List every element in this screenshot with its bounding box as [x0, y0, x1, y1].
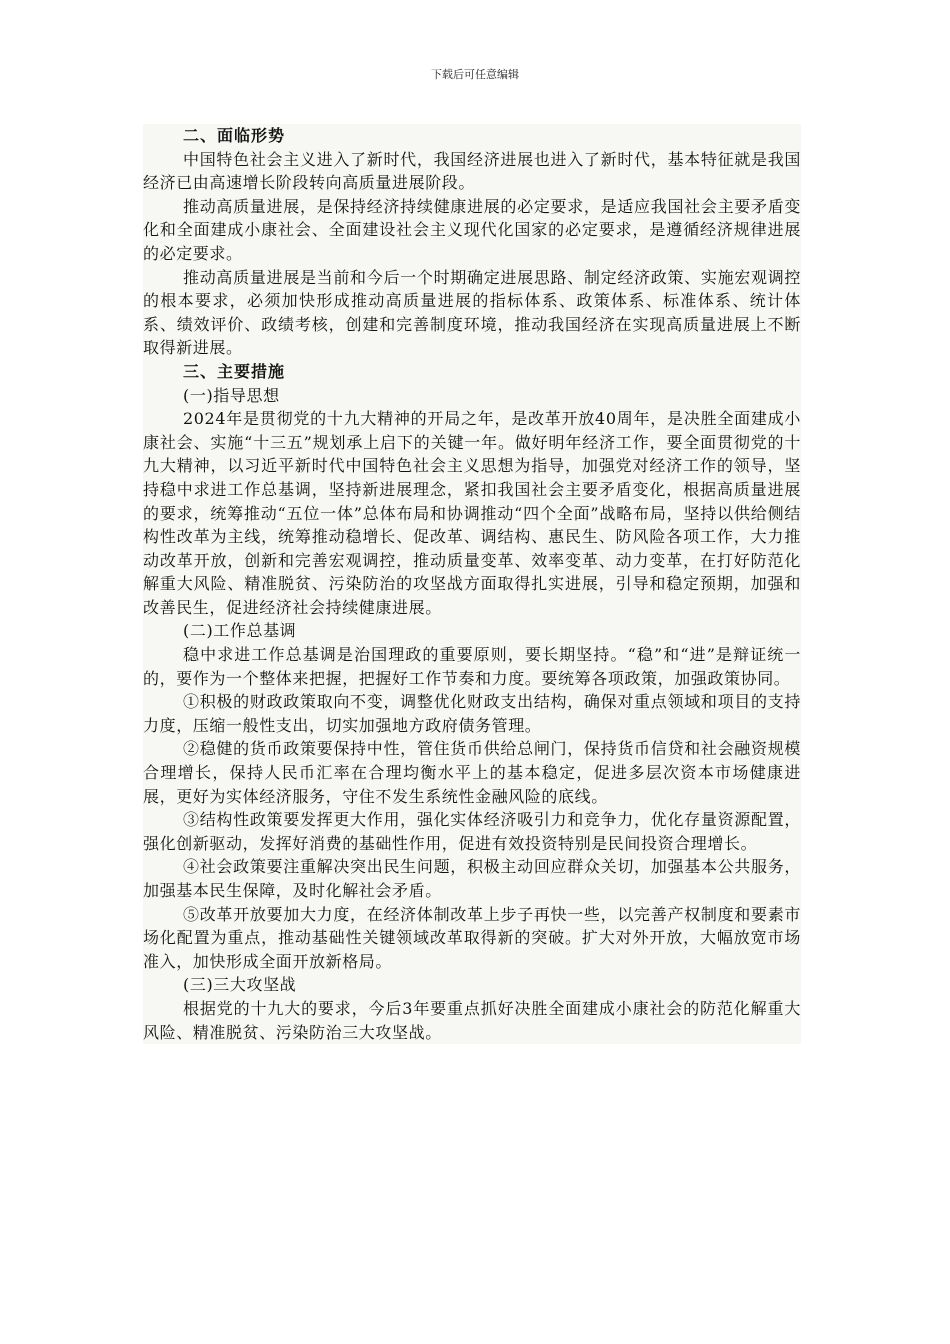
list-item-paragraph: ④社会政策要注重解决突出民生问题，积极主动回应群众关切，加强基本公共服务，加强基本民生保障，及时化解社会矛盾。 — [143, 857, 801, 900]
section-heading: 二、面临形势 — [183, 126, 286, 145]
list-item-paragraph: ⑤改革开放要加大力度，在经济体制改革上步子再快一些，以完善产权制度和要素市场化配置为重点，推动基础性关键领域改革取得新的突破。扩大对外开放，大幅放宽市场准入，加快形成全面开放新格局。 — [143, 904, 801, 971]
subsection-heading: (三)三大攻坚战 — [183, 975, 297, 995]
subsection-heading: (一)指导思想 — [183, 385, 280, 405]
paragraph: 2024年是贯彻党的十九大精神的开局之年，是改革开放40周年，是决胜全面建成小康社会、实施“十三五”规划承上启下的关键一年。做好明年经济工作，要全面贯彻党的十九大精神，以习近平新时代中国特色社会主义思想为指导，加强党对经济工作的领导，坚持稳中求进工作总基调，坚持新进展理念，紧扣我国社会主要矛盾变化，根据高质量进展的要求，统筹推动“五位一体”总体布局和协调推动“四个全面”战略布局，坚持以供给侧结构性改革为主线，统筹推动稳增长、促改革、调结构、惠民生、防风险各项工作，大力推动改革开放，创新和完善宏观调控，推动质量变革、效率变革、动力变革，在打好防范化解重大风险、精准脱贫、污染防治的攻坚战方面取得扎实进展，引导和稳定预期，加强和改善民生，促进经济社会持续健康进展。 — [143, 409, 801, 617]
paragraph: 根据党的十九大的要求，今后3年要重点抓好决胜全面建成小康社会的防范化解重大风险、精准脱贫、污染防治三大攻坚战。 — [143, 998, 801, 1042]
paragraph: 推动高质量进展，是保持经济持续健康进展的必定要求，是适应我国社会主要矛盾变化和全面建成小康社会、全面建设社会主义现代化国家的必定要求，是遵循经济规律进展的必定要求。 — [143, 196, 801, 263]
list-item-paragraph: ①积极的财政政策取向不变，调整优化财政支出结构，确保对重点领域和项目的支持力度，压缩一般性支出，切实加强地方政府债务管理。 — [143, 692, 801, 735]
list-item-paragraph: ②稳健的货币政策要保持中性，管住货币供给总闸门，保持货币信贷和社会融资规模合理增长，保持人民币汇率在合理均衡水平上的基本稳定，促进多层次资本市场健康进展，更好为实体经济服务，守住不发生系统性金融风险的底线。 — [143, 739, 801, 806]
document-body — [143, 124, 801, 1044]
section-heading: 三、主要措施 — [183, 361, 286, 381]
paragraph: 推动高质量进展是当前和今后一个时期确定进展思路、制定经济政策、实施宏观调控的根本要求，必须加快形成推动高质量进展的指标体系、政策体系、标准体系、统计体系、绩效评价、政绩考核，创建和完善制度环境，推动我国经济在实现高质量进展上不断取得新进展。 — [143, 267, 801, 358]
list-item-paragraph: ③结构性政策要发挥更大作用，强化实体经济吸引力和竞争力，优化存量资源配置，强化创新驱动，发挥好消费的基础性作用，促进有效投资特别是民间投资合理增长。 — [143, 810, 801, 853]
subsection-heading: (二)工作总基调 — [183, 621, 297, 641]
paragraph: 中国特色社会主义进入了新时代，我国经济进展也进入了新时代，基本特征就是我国经济已由高速增长阶段转向高质量进展阶段。 — [143, 149, 801, 193]
page-header: 下载后可任意编辑 — [431, 68, 519, 81]
paragraph: 稳中求进工作总基调是治国理政的重要原则，要长期坚持。“稳”和“进”是辩证统一的，要作为一个整体来把握，把握好工作节奏和力度。要统筹各项政策，加强政策协同。 — [143, 645, 801, 688]
